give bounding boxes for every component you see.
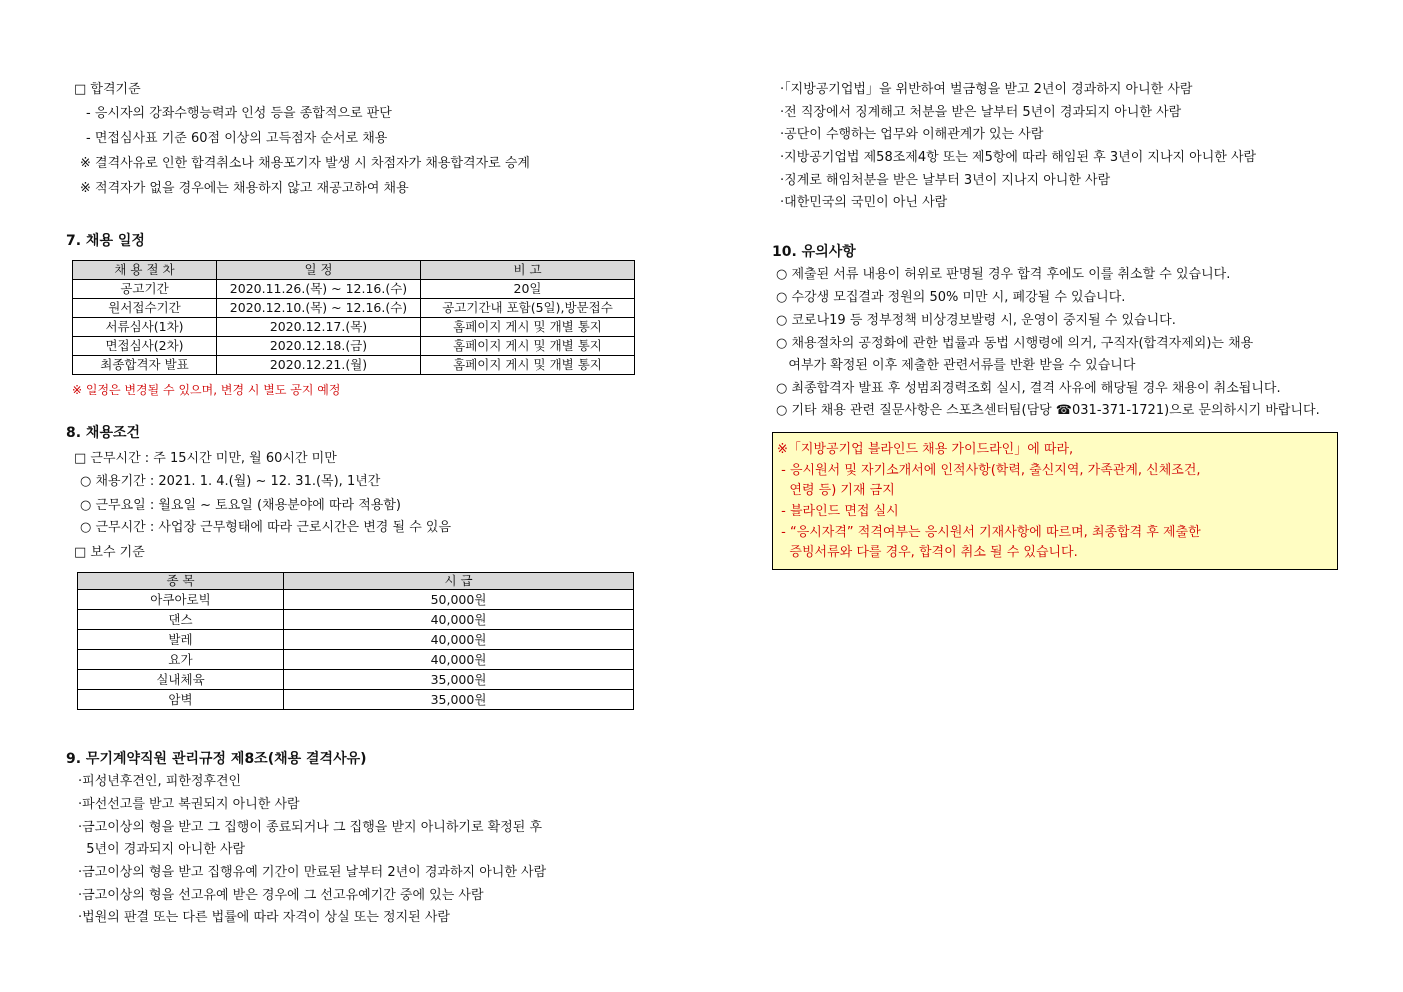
disqualify-item: ·대한민국의 국민이 아닌 사람: [780, 195, 948, 210]
notes-item: ○ 채용절차의 공정화에 관한 법률과 동법 시행령에 의거, 구직자(합격자제외)는 채용: [776, 336, 1254, 351]
schedule-title: 7. 채용 일정: [66, 233, 145, 249]
schedule-table: [72, 260, 635, 375]
table-header: 시 급: [284, 573, 634, 590]
notice-line: 연령 등) 기재 금지: [777, 483, 895, 498]
conditions-item: □ 근무시간 : 주 15시간 미만, 월 60시간 미만: [74, 451, 337, 466]
table-row: [73, 318, 635, 337]
notes-item: 여부가 확정된 이후 제출한 관련서류를 반환 받을 수 있습니다: [776, 358, 1136, 373]
table-cell: 댄스: [78, 610, 284, 630]
disqualify-item: ·금고이상의 형을 받고 집행유예 기간이 만료된 날부터 2년이 경과하지 아니한 사람: [78, 865, 547, 880]
table-cell: 2020.12.18.(금): [217, 337, 421, 356]
disqualify-item: ·지방공기업법 제58조제4항 또는 제5항에 따라 해임된 후 3년이 지나지 아니한 사람: [780, 150, 1257, 165]
table-row: [78, 690, 634, 710]
disqualify-item: ·파선선고를 받고 복권되지 아니한 사람: [78, 797, 300, 812]
notes-item: ○ 코로나19 등 정부정책 비상경보발령 시, 운영이 중지될 수 있습니다.: [776, 313, 1176, 328]
conditions-item: ○ 근무시간 : 사업장 근무형태에 따라 근로시간은 변경 될 수 있음: [80, 520, 451, 535]
table-row: [78, 630, 634, 650]
disqualify-item: ·피성년후견인, 피한정후견인: [78, 774, 242, 789]
notice-line: 증빙서류와 다를 경우, 합격이 취소 될 수 있습니다.: [777, 545, 1078, 560]
schedule-note: ※ 일정은 변경될 수 있으며, 변경 시 별도 공지 예정: [72, 383, 341, 397]
table-cell: 아쿠아로빅: [78, 590, 284, 610]
notes-title: 10. 유의사항: [772, 244, 856, 260]
table-cell: 40,000원: [284, 650, 634, 670]
notice-line: - “응시자격” 적격여부는 응시원서 기재사항에 따르며, 최종합격 후 제출한: [777, 525, 1201, 540]
table-header-row: [73, 261, 635, 280]
criteria-item: - 응시자의 강좌수행능력과 인성 등을 종합적으로 판단: [86, 106, 392, 121]
criteria-item: ※ 적격자가 없을 경우에는 채용하지 않고 재공고하여 채용: [80, 181, 409, 196]
table-header: 일 정: [217, 261, 421, 280]
table-header: 종 목: [78, 573, 284, 590]
disqualify-item: ·징계로 해임처분을 받은 날부터 3년이 지나지 아니한 사람: [780, 173, 1111, 188]
table-row: [73, 337, 635, 356]
table-cell: 40,000원: [284, 630, 634, 650]
disqualify-item: ·공단이 수행하는 업무와 이해관계가 있는 사람: [780, 127, 1044, 142]
table-row: [78, 670, 634, 690]
table-cell: 최종합격자 발표: [73, 356, 217, 375]
pay-table: [77, 572, 634, 710]
notice-line: ※「지방공기업 블라인드 채용 가이드라인」에 따라,: [777, 442, 1074, 457]
table-row: [78, 650, 634, 670]
notice-line: - 블라인드 면접 실시: [777, 504, 899, 519]
table-cell: 공고기간: [73, 280, 217, 299]
disqualify-item: ·「지방공기업법」을 위반하여 벌금형을 받고 2년이 경과하지 아니한 사람: [780, 82, 1193, 97]
table-cell: 2020.12.17.(목): [217, 318, 421, 337]
notes-item: ○ 기타 채용 관련 질문사항은 스포츠센터팀(담당 ☎031-371-1721)으로 문의하시기 바랍니다.: [776, 403, 1320, 418]
disqualify-item: ·금고이상의 형을 선고유예 받은 경우에 그 선고유예기간 중에 있는 사람: [78, 888, 484, 903]
criteria-item: ※ 결격사유로 인한 합격취소나 채용포기자 발생 시 차점자가 채용합격자로 승계: [80, 156, 530, 171]
notice-line: - 응시원서 및 자기소개서에 인적사항(학력, 출신지역, 가족관계, 신체조건,: [777, 463, 1201, 478]
table-cell: 공고기간내 포함(5일),방문접수: [421, 299, 635, 318]
table-cell: 홈페이지 게시 및 개별 통지: [421, 337, 635, 356]
table-cell: 요가: [78, 650, 284, 670]
disqualify-item: ·전 직장에서 징계해고 처분을 받은 날부터 5년이 경과되지 아니한 사람: [780, 105, 1182, 120]
table-cell: 암벽: [78, 690, 284, 710]
table-row: [78, 610, 634, 630]
disqualify-item: ·금고이상의 형을 받고 그 집행이 종료되거나 그 집행을 받지 아니하기로 확정된 후: [78, 820, 543, 835]
table-cell: 2020.11.26.(목) ~ 12.16.(수): [217, 280, 421, 299]
table-header: 채 용 절 차: [73, 261, 217, 280]
disqualify-title: 9. 무기계약직원 관리규정 제8조(채용 결격사유): [66, 751, 367, 767]
table-cell: 2020.12.10.(목) ~ 12.16.(수): [217, 299, 421, 318]
conditions-item: ○ 근무요일 : 월요일 ~ 토요일 (채용분야에 따라 적용함): [80, 498, 401, 513]
disqualify-item: ·법원의 판결 또는 다른 법률에 따라 자격이 상실 또는 정지된 사람: [78, 910, 450, 925]
table-header-row: [78, 573, 634, 590]
table-cell: 실내체육: [78, 670, 284, 690]
conditions-item: □ 보수 기준: [74, 545, 145, 560]
table-cell: 홈페이지 게시 및 개별 통지: [421, 318, 635, 337]
table-header: 비 고: [421, 261, 635, 280]
table-row: [78, 590, 634, 610]
criteria-title: □ 합격기준: [74, 82, 141, 97]
table-cell: 홈페이지 게시 및 개별 통지: [421, 356, 635, 375]
table-cell: 35,000원: [284, 690, 634, 710]
table-row: [73, 356, 635, 375]
table-cell: 40,000원: [284, 610, 634, 630]
table-cell: 2020.12.21.(월): [217, 356, 421, 375]
table-cell: 발레: [78, 630, 284, 650]
notes-item: ○ 최종합격자 발표 후 성범죄경력조회 실시, 결격 사유에 해당될 경우 채용이 취소됩니다.: [776, 381, 1281, 396]
table-cell: 50,000원: [284, 590, 634, 610]
conditions-item: ○ 채용기간 : 2021. 1. 4.(월) ~ 12. 31.(목), 1년간: [80, 474, 381, 489]
table-row: [73, 280, 635, 299]
table-cell: 서류심사(1차): [73, 318, 217, 337]
table-row: [73, 299, 635, 318]
blind-hiring-notice-box: [772, 432, 1338, 570]
conditions-title: 8. 채용조건: [66, 425, 141, 441]
table-cell: 원서접수기간: [73, 299, 217, 318]
notes-item: ○ 수강생 모집결과 정원의 50% 미만 시, 폐강될 수 있습니다.: [776, 290, 1126, 305]
disqualify-item: 5년이 경과되지 아니한 사람: [78, 842, 246, 857]
criteria-item: - 면접심사표 기준 60점 이상의 고득점자 순서로 채용: [86, 131, 388, 146]
table-cell: 20일: [421, 280, 635, 299]
table-cell: 면접심사(2차): [73, 337, 217, 356]
notes-item: ○ 제출된 서류 내용이 허위로 판명될 경우 합격 후에도 이를 취소할 수 있습니다.: [776, 267, 1231, 282]
table-cell: 35,000원: [284, 670, 634, 690]
